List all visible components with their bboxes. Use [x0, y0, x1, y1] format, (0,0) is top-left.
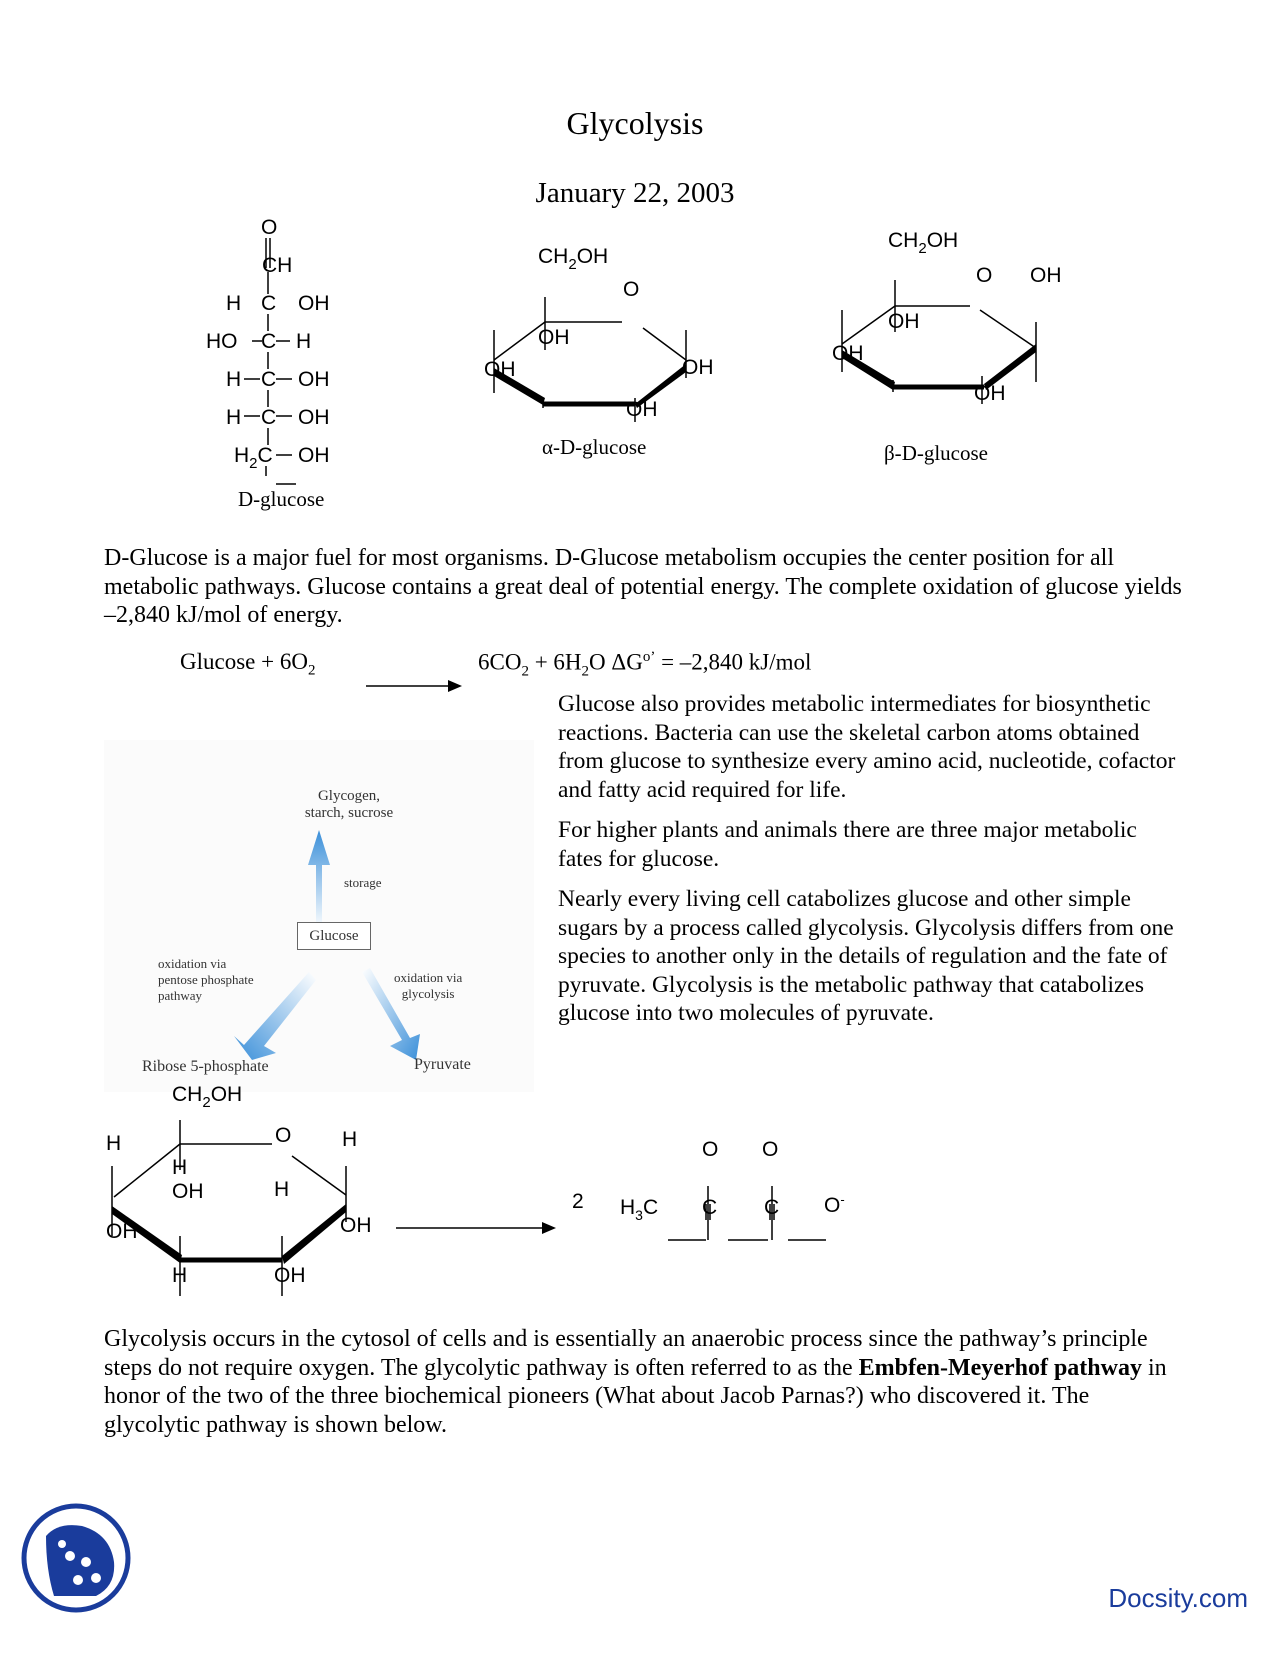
fischer-r1-h: H — [226, 292, 242, 315]
fischer-r4-oh: OH — [298, 406, 330, 429]
alpha-glucose-caption: α-D-glucose — [542, 435, 647, 459]
fate-ppp-label: oxidation via pentose phosphate pathway — [158, 956, 254, 1003]
alpha-oh-left: OH — [484, 358, 516, 381]
r2-c2: C — [764, 1196, 780, 1219]
r2-h-anomeric: H — [106, 1132, 122, 1155]
r2-h-c1: H — [342, 1128, 358, 1151]
page-date: January 22, 2003 — [535, 177, 735, 209]
r2-h-bottom: H — [172, 1264, 188, 1287]
fischer-ch: CH — [262, 254, 293, 277]
fischer-r2-ho: HO — [206, 330, 238, 353]
beta-ch2oh: $CH_2OH$ — [888, 229, 959, 257]
r2-h3c: $H_3C$ — [620, 1196, 659, 1223]
fischer-r1-c: C — [261, 292, 277, 315]
fate-glucose-box: Glucose — [297, 922, 371, 950]
fischer-r3-c: C — [261, 368, 277, 391]
r2-h-c3: H — [274, 1178, 290, 1201]
beta-oh-anomeric: OH — [1030, 264, 1062, 287]
r2-oh-c4: OH — [172, 1180, 204, 1203]
fischer-r1-oh: OH — [298, 292, 330, 315]
r2-ch2oh: $CH_2OH$ — [172, 1083, 243, 1111]
fischer-r3-oh: OH — [298, 368, 330, 391]
r2-oh-right: OH — [340, 1214, 372, 1237]
fischer-r4-h: H — [226, 406, 242, 429]
beta-ring-o: O — [976, 264, 993, 287]
d-glucose-caption: D-glucose — [238, 487, 325, 511]
bottom-paragraph: Glycolysis occurs in the cytosol of cells and is essentially an anaerobic process since the pathway’s principle steps do not require oxygen. The glycolytic pathway is often referred to as the Embfen-Meyerhof pathway in honor of the two of the three biochemical pioneers (What about Jacob Parnas?) who discovered it. The glycolytic pathway is shown below. — [104, 1326, 1167, 1438]
equation-right: $6CO_2 + 6H_2O$ $\Delta G^{o’} = -2,840$ kJ/mol — [478, 649, 812, 680]
beta-glucose-caption: β-D-glucose — [884, 441, 989, 465]
beta-oh-left: OH — [832, 342, 864, 365]
r2-coefficient: 2 — [572, 1190, 584, 1213]
fischer-r5-oh: OH — [298, 444, 330, 467]
equation-left: $Glucose + 6O_2$ — [180, 649, 316, 679]
r2-c1: C — [702, 1196, 718, 1219]
beta-oh-bottom: OH — [974, 382, 1006, 405]
r2-h-c5: H — [172, 1156, 188, 1179]
r2-ring-o: O — [275, 1124, 292, 1147]
fischer-r2-c: C — [261, 330, 277, 353]
alpha-oh-bottom: OH — [626, 398, 658, 421]
fischer-r2-h: H — [296, 330, 312, 353]
paragraph-fates: For higher plants and animals there are three major metabolic fates for glucose. — [558, 817, 1137, 872]
fate-pyruvate: Pyruvate — [414, 1056, 471, 1073]
paragraph-glycolysis: Nearly every living cell catabolizes glucose and other simple sugars by a process called glycolysis. Glycolysis differs from one species to another only in the details of regulation and the fate of pyruvate. Glycolysis is the metabolic pathway that catabolizes glucose into two molecules of pyruvate. — [558, 886, 1174, 1026]
page-title: Glycolysis — [566, 105, 704, 141]
r2-o-minus: O- — [824, 1192, 845, 1217]
r2-oh-left: OH — [106, 1220, 138, 1243]
fate-glycolysis-label: oxidation via glycolysis — [394, 970, 463, 1001]
paragraph-intermediates: Glucose also provides metabolic intermediates for biosynthetic reactions. Bacteria can use the skeletal carbon atoms obtained from glucose to synthesize every amino acid, nucleotide, cofactor and fatty acid required for life. — [558, 691, 1176, 803]
intro-paragraph: D-Glucose is a major fuel for most organisms. D-Glucose metabolism occupies the center position for all metabolic pathways. Glucose contains a great deal of potential energy. The complete oxidation of glucose yields –2,840 kJ/mol of energy. — [104, 545, 1182, 628]
alpha-oh-c4: OH — [538, 326, 570, 349]
alpha-ring-o: O — [623, 278, 640, 301]
alpha-ch2oh: $CH_2OH$ — [538, 245, 609, 273]
fate-ribose: Ribose 5-phosphate — [142, 1058, 269, 1075]
r2-o-top1: O — [702, 1138, 719, 1161]
fischer-r4-c: C — [261, 406, 277, 429]
alpha-oh-right: OH — [682, 356, 714, 379]
fate-storage-products: Glycogen, starch, sucrose — [304, 788, 394, 821]
docsity-logo-icon — [18, 1500, 138, 1620]
docsity-brand-text[interactable]: Docsity.com — [1108, 1583, 1248, 1613]
r2-o-top2: O — [762, 1138, 779, 1161]
fischer-o: O — [261, 216, 278, 239]
r2-oh-bottom: OH — [274, 1264, 306, 1287]
fischer-r5-h2c: $H_2C$ — [234, 444, 273, 472]
beta-oh-c4: OH — [888, 310, 920, 333]
fate-storage-label: storage — [344, 875, 382, 890]
fischer-r3-h: H — [226, 368, 242, 391]
